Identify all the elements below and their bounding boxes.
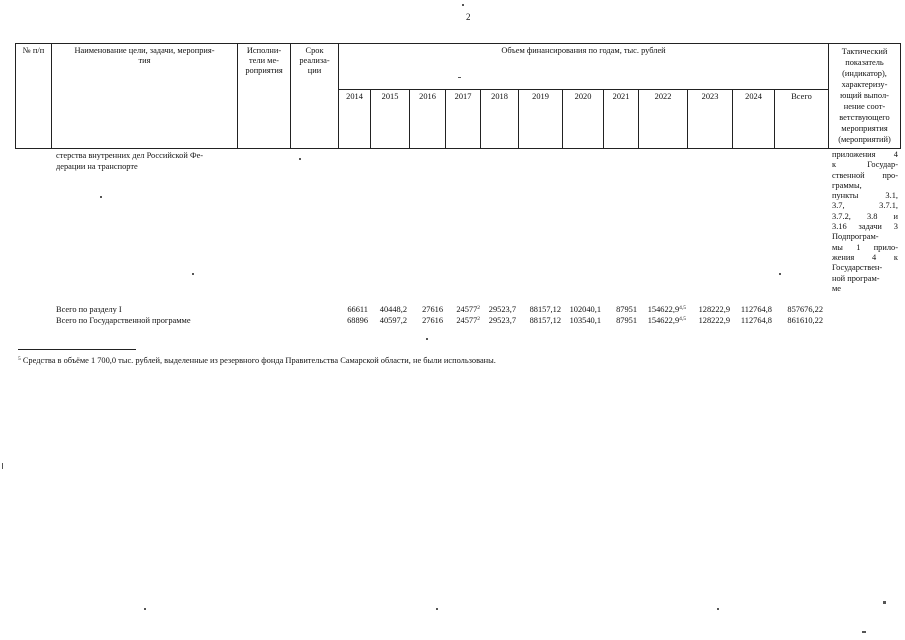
total-cell (456, 305, 480, 314)
header-indicator-line: (мероприятий) (838, 135, 891, 144)
total-section-label: Всего по разделу I (56, 305, 122, 314)
header-indicator-line: Тактический (841, 47, 888, 56)
scan-speck (458, 77, 461, 78)
total-value: 27616 (422, 305, 443, 314)
header-year-2015: 2015 (370, 89, 410, 149)
header-year-2017: 2017 (445, 89, 481, 149)
total-value: 40597,2 (379, 316, 407, 325)
total-cell (530, 305, 561, 314)
header-term-line: Срок (305, 46, 324, 55)
indicator-line: ме (832, 283, 842, 293)
total-value: 87951 (616, 305, 637, 314)
scan-speck (426, 338, 428, 340)
total-cell (616, 316, 637, 325)
scan-speck (779, 273, 781, 275)
scan-speck (462, 4, 464, 6)
continuation-name-line: дерации на транспорте (56, 161, 138, 171)
total-cell (530, 316, 561, 325)
total-cell (489, 305, 516, 314)
footnote-text: Средства в объёме 1 700,0 тыс. рублей, выделенные из резервного фонда Правительства Самарской области, не были использованы. (22, 356, 496, 365)
indicator-line: 3.7.2, 3.8 и (832, 211, 898, 221)
scan-speck (144, 608, 146, 610)
scan-speck (299, 158, 301, 160)
header-year-2018: 2018 (480, 89, 519, 149)
total-cell (616, 305, 637, 314)
total-footnote-mark: 2 (477, 316, 480, 322)
total-value: 29523,7 (488, 316, 516, 325)
total-value: 27616 (422, 316, 443, 325)
footnote-mark: 5 (18, 356, 21, 362)
header-funding-cell (338, 43, 829, 90)
header-year-2016: 2016 (409, 89, 446, 149)
total-cell (456, 316, 480, 325)
indicator-line: жения 4 к (832, 252, 898, 262)
total-value: 154622,9 (647, 305, 680, 314)
header-name-cell (51, 43, 238, 149)
total-footnote-mark: 4,5 (679, 305, 686, 311)
total-value: 88157,12 (529, 305, 561, 314)
indicator-line: Подпрограм- (832, 232, 879, 242)
indicator-line: ной програм- (832, 273, 880, 283)
total-cell (489, 316, 516, 325)
header-term (291, 44, 338, 76)
total-cell (699, 305, 730, 314)
continuation-indicator (832, 150, 898, 294)
header-num-cell (15, 43, 52, 149)
scan-speck (2, 463, 3, 469)
header-year-2022: 2022 (638, 89, 688, 149)
total-value: 103540,1 (569, 316, 601, 325)
header-name-line: Наименование цели, задачи, мероприя- (74, 46, 215, 55)
scan-speck (883, 601, 886, 604)
total-value: 40448,2 (379, 305, 407, 314)
header-executors-cell (237, 43, 291, 149)
header-indicator-line: нение соот- (843, 102, 886, 111)
total-cell (741, 305, 772, 314)
scan-speck (192, 273, 194, 275)
scan-speck (436, 608, 438, 610)
header-year-2019: 2019 (518, 89, 563, 149)
header-term-line: реализа- (299, 56, 330, 65)
page-number: 2 (466, 12, 471, 22)
continuation-name (56, 151, 238, 172)
indicator-line: мы 1 прило- (832, 242, 898, 252)
header-indicator-line: характеризу- (841, 80, 888, 89)
indicator-line: ственной про- (832, 170, 898, 180)
header-executors-line: Исполни- (246, 46, 282, 55)
continuation-name-line: стерства внутренних дел Российской Фе- (56, 151, 204, 160)
indicator-line: граммы, (832, 180, 862, 190)
total-cell (570, 305, 601, 314)
total-value: 88157,12 (529, 316, 561, 325)
total-value: 102040,1 (569, 305, 601, 314)
header-year-2023: 2023 (687, 89, 733, 149)
total-cell (741, 316, 772, 325)
footnote-divider (18, 349, 136, 350)
indicator-line: приложения 4 (832, 150, 898, 159)
header-executors (238, 44, 290, 76)
total-value: 87951 (616, 316, 637, 325)
header-name-line: тия (138, 56, 151, 65)
total-value: 112764,8 (740, 316, 772, 325)
indicator-line: Государствен- (832, 263, 883, 273)
total-program-label: Всего по Государственной программе (56, 316, 191, 325)
indicator-line: 3.16 задачи 3 (832, 222, 898, 232)
total-value: 24577 (456, 316, 478, 325)
scan-speck (717, 608, 719, 610)
header-indicator-line: ветствующего (839, 113, 890, 122)
total-value: 68896 (347, 316, 368, 325)
header-indicator-line: (индикатор), (842, 69, 887, 78)
total-value: 112764,8 (740, 305, 772, 314)
header-indicator (829, 44, 900, 145)
total-value: 66611 (347, 305, 368, 314)
total-cell (648, 305, 686, 314)
header-executors-line: роприятия (245, 66, 283, 75)
total-value: 861610,22 (787, 316, 823, 325)
header-year-2021: 2021 (603, 89, 639, 149)
scan-speck (100, 196, 102, 198)
total-cell (347, 305, 368, 314)
header-term-line: ции (307, 66, 322, 75)
total-value: 128222,9 (698, 316, 730, 325)
total-cell (787, 305, 823, 314)
total-footnote-mark: 4,5 (679, 316, 686, 322)
footnote (18, 356, 496, 365)
total-cell (347, 316, 368, 325)
total-cell (648, 316, 686, 325)
total-value: 24577 (456, 305, 478, 314)
total-value: 128222,9 (698, 305, 730, 314)
header-funding: Объем финансирования по годам, тыс. рублей (501, 46, 666, 55)
total-cell (380, 305, 407, 314)
total-value: 29523,7 (488, 305, 516, 314)
header-name (52, 44, 237, 66)
header-executors-line: тели ме- (249, 56, 279, 65)
total-cell (422, 305, 443, 314)
indicator-line: 3.7, 3.7.1, (832, 201, 898, 211)
indicator-line: пункты 3.1, (832, 191, 898, 201)
total-cell (699, 316, 730, 325)
header-term-cell (290, 43, 339, 149)
header-year-total: Всего (774, 89, 829, 149)
total-value: 857676,22 (787, 305, 823, 314)
header-indicator-line: показатель (845, 58, 884, 67)
total-cell (570, 316, 601, 325)
header-indicator-line: мероприятия (841, 124, 888, 133)
total-cell (787, 316, 823, 325)
total-value: 154622,9 (647, 316, 680, 325)
header-year-2020: 2020 (562, 89, 604, 149)
header-num: № п/п (22, 46, 45, 55)
header-indicator-cell (828, 43, 901, 149)
header-year-2014: 2014 (338, 89, 371, 149)
header-year-2024: 2024 (732, 89, 775, 149)
total-cell (422, 316, 443, 325)
header-indicator-line: ющий выпол- (840, 91, 889, 100)
scan-speck (862, 631, 866, 633)
total-cell (380, 316, 407, 325)
total-footnote-mark: 2 (477, 305, 480, 311)
indicator-line: к Государ- (832, 160, 898, 170)
